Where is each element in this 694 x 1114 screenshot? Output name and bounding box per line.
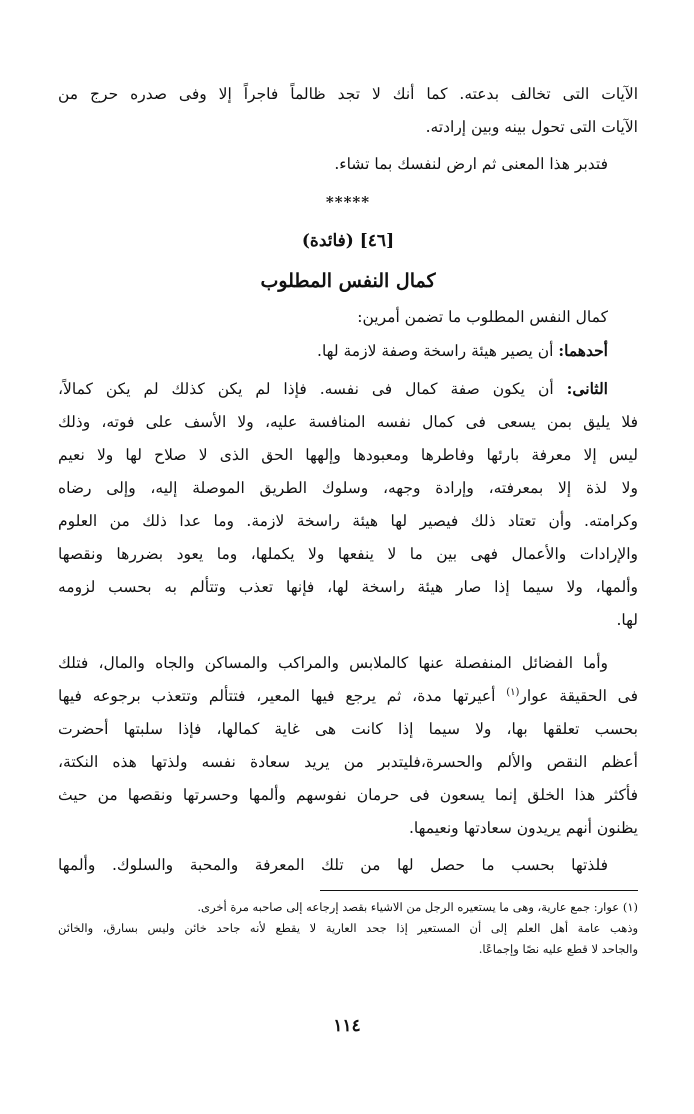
text-line <box>58 680 638 713</box>
text-segment: فى الحقيقة عوار <box>519 687 639 705</box>
text-line: لها. <box>616 611 638 629</box>
section-number: [٤٦] (فائدة) <box>301 231 395 251</box>
text-line: وألمها، ولا سيما إذا صار هيئة راسخة لها، فإنها تعذب وتتألم به بحسب لزومه <box>58 578 638 596</box>
section-title: كمال النفس المطلوب <box>260 270 436 292</box>
footnote-marker: (١) <box>506 686 520 698</box>
footnote-line: (١) عوار: جمع عارية، وهى ما يستعيره الرجل من الاشياء بقصد إرجاعه إلى صاحبه مرة أخرى. <box>197 900 638 914</box>
second-point-label: الثانى: <box>566 379 608 398</box>
text-line: بحسب تعلقها بها، ولا سيما إذا كانت هى غاية كمالها، فإذا سلبتها أحضرت <box>58 720 638 738</box>
footnote-line: والجاحد لا قطع عليه نصًا وإجماعًا. <box>478 942 638 956</box>
text-line: كمال النفس المطلوب ما تضمن أمرين: <box>357 308 608 326</box>
section-separator: ***** <box>325 193 371 211</box>
footnote-line: وذهب عامة أهل العلم إلى أن المستعير إذا جحد العارية لا يقطع لأنه جاحد خائن وليس بسارق، والخائن <box>58 921 638 935</box>
text-line: فأكثر هذا الخلق إنما يسعون فى حرمان نفوسهم وألمها وحسرتها ونقصها من حيث <box>58 786 638 804</box>
page-number: ١١٤ <box>333 1016 361 1036</box>
first-point-label: أحدهما: <box>558 341 608 360</box>
text-line: والإرادات والأعمال فهى بين ما لا ينفعها ولا يكملها، وما يعود بضررها ونقصها <box>58 545 638 563</box>
second-point <box>58 372 638 637</box>
footnote <box>58 897 638 960</box>
text-line: فتدبر هذا المعنى ثم ارض لنفسك بما تشاء. <box>334 155 608 173</box>
intro-paragraph <box>58 78 638 144</box>
text-line: الآيات التى تخالف بدعته. كما أنك لا تجد ظالماً فاجراً إلا وفى صدره حرج من <box>58 85 638 103</box>
text-line: وأما الفضائل المنفصلة عنها كالملابس والمراكب والمساكن والجاه والمال، فتلك <box>58 654 608 672</box>
text-line: يظنون أنهم يريدون سعادتها ونعيمها. <box>408 819 638 837</box>
first-point <box>58 334 638 368</box>
lead-paragraph <box>58 301 638 334</box>
text-line: أعظم النقص والألم والحسرة،فليتدبر من يريد سعادة نفسه ولذتها هذه النكتة، <box>58 753 638 771</box>
second-point-text: أن يكون صفة كمال فى نفسه. فإذا لم يكن كذلك لم يكن كمالاً، <box>58 380 567 398</box>
text-line <box>58 334 608 368</box>
footnote-divider <box>320 890 638 891</box>
text-line: فلا يليق بمن يسعى فى كمال نفسه المنافسة عليه، ولا الأسف على فوته، وذلك <box>58 413 638 431</box>
text-segment: أعيرتها مدة، ثم يرجع فيها المعير، فتتألم وتتعذب برجوعه فيها <box>58 687 507 705</box>
virtues-paragraph <box>58 647 638 845</box>
first-point-text: أن يصير هيئة راسخة وصفة لازمة لها. <box>317 342 559 360</box>
text-line: ولا لذة إلا بمعرفته، وإرادة وجهه، وسلوك الطريق الموصلة إليه، وإلى رضاه <box>58 479 638 497</box>
text-line: الآيات التى تحول بينه وبين إرادته. <box>425 118 638 136</box>
text-line: وكرامته. وأن تعتاد ذلك فيصير لها هيئة راسخة لازمة. وما عدا ذلك من العلوم <box>58 512 638 530</box>
text-line: فلذتها بحسب ما حصل لها من تلك المعرفة والمحبة والسلوك. وألمها <box>58 856 608 874</box>
text-line: ليس إلا معرفة بارئها وفاطرها ومعبودها وإلهها الحق الذى لا صلاح لها ولا نعيم <box>58 446 638 464</box>
text-line <box>58 372 638 406</box>
reflect-paragraph <box>58 148 638 181</box>
pleasure-paragraph <box>58 849 638 882</box>
